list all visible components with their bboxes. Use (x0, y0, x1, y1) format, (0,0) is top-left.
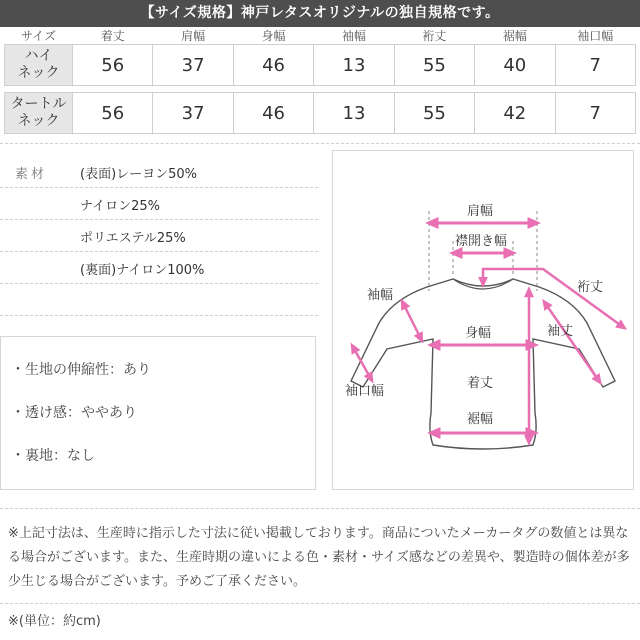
table-cell: 40 (475, 45, 555, 86)
length-label: 着丈 (467, 376, 494, 391)
material-value: (裏面)ナイロン100% (80, 263, 205, 278)
column-header: 袖幅 (341, 29, 366, 43)
unit-note: ※(単位：約cm) (8, 614, 101, 629)
table-cell: 37 (153, 45, 233, 86)
table-row (5, 93, 636, 134)
table-header-row (5, 27, 636, 45)
property-item: ・裏地：なし (11, 448, 95, 464)
table-cell: 13 (314, 93, 394, 134)
sleeve-width-arrow (403, 303, 421, 339)
table-cell: 42 (475, 93, 555, 134)
material-value: ナイロン25% (80, 199, 160, 214)
row-gap (5, 86, 636, 93)
fabric-properties-box (0, 336, 316, 490)
cuff-arrow (353, 347, 371, 379)
table-cell: 46 (233, 93, 313, 134)
column-header: 着丈 (100, 29, 125, 43)
table-cell: 7 (555, 93, 635, 134)
yuki-label: 裄丈 (577, 280, 604, 295)
column-header: 袖口幅 (577, 29, 614, 43)
row-label-line: ネック (17, 65, 60, 81)
table-cell: 7 (555, 45, 635, 86)
column-header: 裾幅 (502, 29, 527, 43)
sleeve-length-arrow (545, 303, 599, 381)
row-label-line: ネック (17, 113, 60, 129)
table-cell: 37 (153, 93, 233, 134)
column-header: サイズ (20, 29, 57, 43)
size-table (4, 27, 636, 134)
table-cell: 46 (233, 45, 313, 86)
neck-label: 襟開き幅 (455, 234, 508, 249)
material-row (0, 219, 318, 252)
table-cell: 55 (394, 93, 474, 134)
section-divider (0, 508, 640, 509)
table-cell: 56 (73, 93, 153, 134)
column-header: 身幅 (261, 29, 286, 43)
table-row (5, 45, 636, 86)
section-divider (0, 603, 640, 604)
material-row (0, 155, 318, 188)
material-row (0, 251, 318, 284)
garment-illustration (333, 151, 633, 489)
material-value: ポリエステル25% (80, 231, 186, 246)
row-label-line: タートル (10, 96, 67, 112)
page-title: 【サイズ規格】神戸レタスオリジナルの独自規格です。 (0, 0, 640, 27)
row-label (5, 45, 73, 86)
sleeve-width-label: 袖幅 (367, 288, 394, 303)
material-value: (表面)レーヨン50% (80, 167, 198, 182)
property-item: ・透け感：ややあり (11, 405, 137, 421)
sleeve-length-label: 袖丈 (547, 324, 574, 339)
material-row (0, 187, 318, 220)
table-cell: 13 (314, 45, 394, 86)
row-label (5, 93, 73, 134)
hem-label: 裾幅 (467, 412, 494, 427)
material-row (0, 283, 318, 316)
material-key: 素材 (15, 167, 48, 182)
row-label-line: ハイ (24, 48, 53, 64)
shoulder-label: 肩幅 (467, 204, 494, 219)
column-header: 肩幅 (181, 29, 206, 43)
table-cell: 55 (394, 45, 474, 86)
body-width-label: 身幅 (465, 326, 492, 341)
property-item: ・生地の伸縮性：あり (11, 362, 151, 378)
column-header: 裄丈 (422, 29, 447, 43)
cuff-label: 袖口幅 (345, 384, 385, 399)
section-divider (0, 143, 640, 144)
table-cell: 56 (73, 45, 153, 86)
measurement-diagram (332, 150, 634, 490)
disclaimer-note: ※上記寸法は、生産時に指示した寸法に従い掲載しております。商品についたメーカータグの数値とは異なる場合がございます。また、生産時期の違いによる色・素材・サイズ感などの差異や、製造時の個体差が多少生じる場合がございます。予めご了承ください。 (8, 526, 630, 589)
yuki-arrow (483, 269, 623, 327)
